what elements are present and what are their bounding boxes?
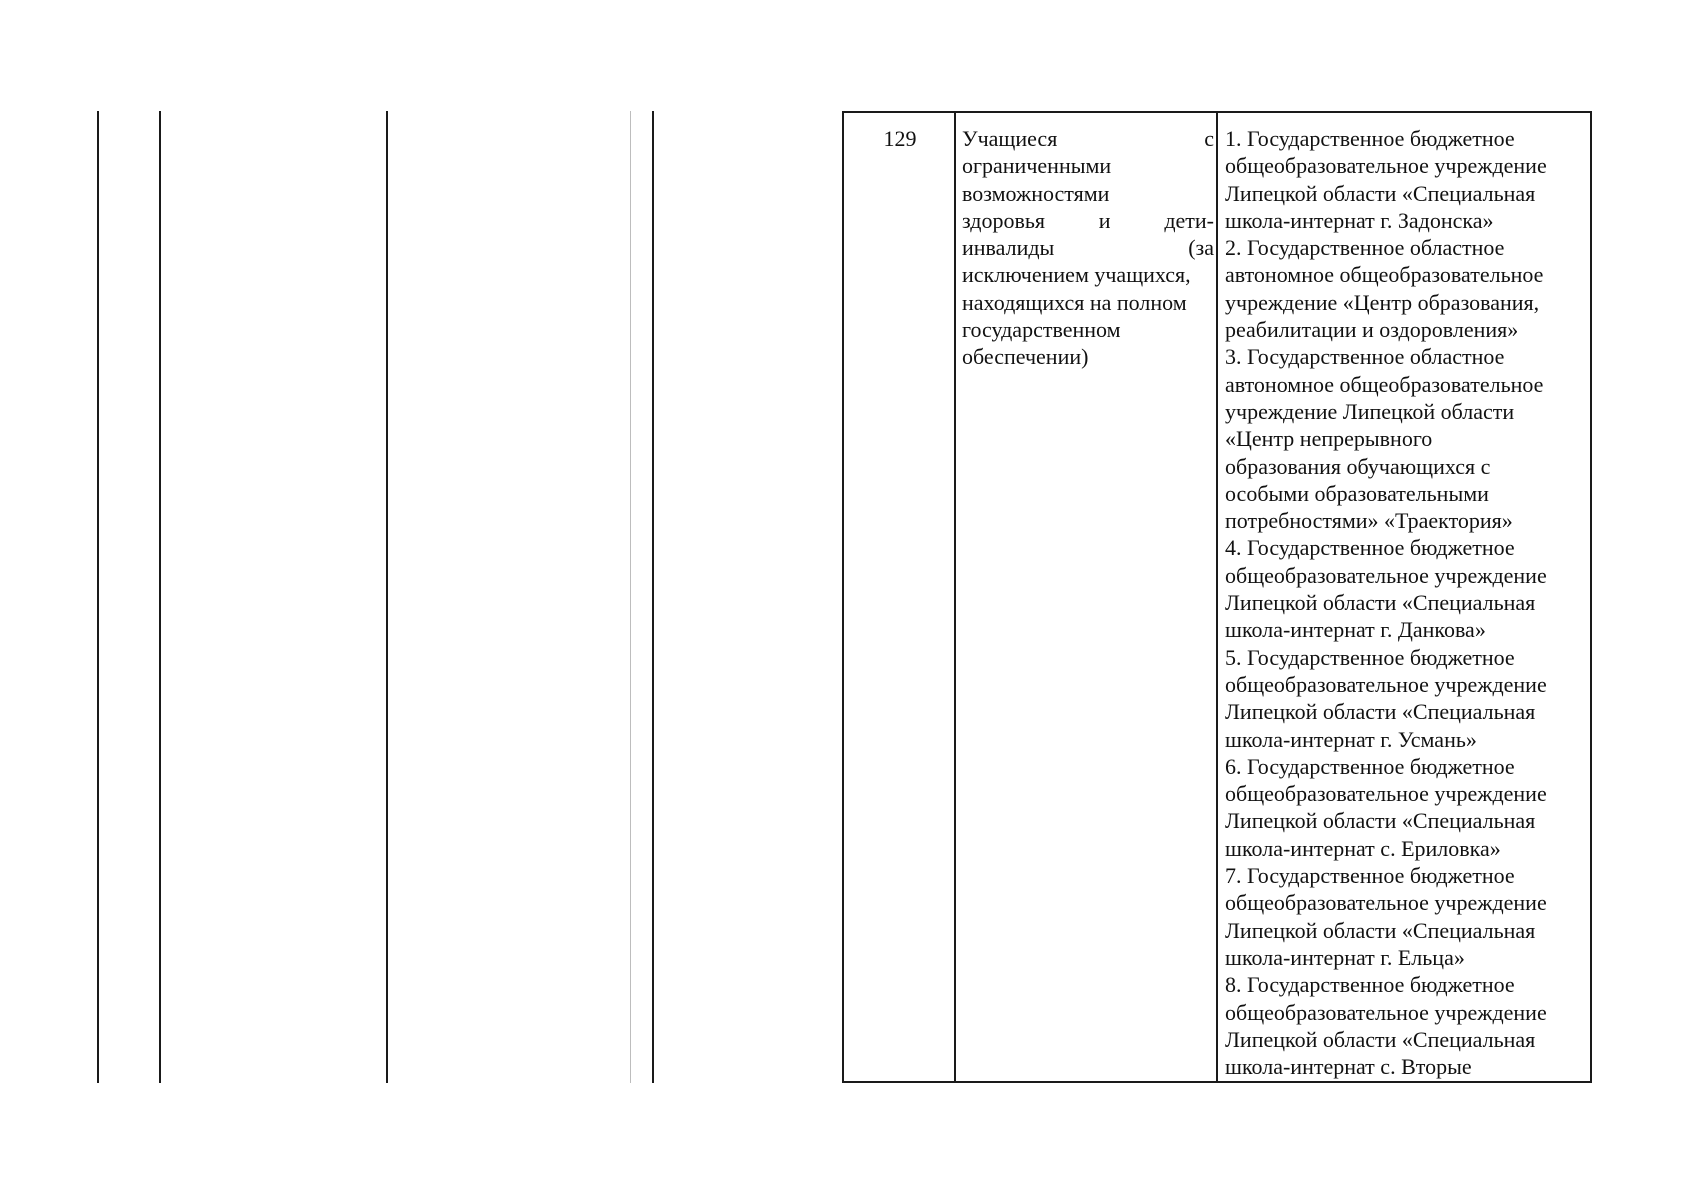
institution-line: 3. Государственное областное — [1225, 344, 1505, 370]
institution-line: школа-интернат г. Задонска» — [1225, 207, 1494, 233]
category-line: государственном — [962, 317, 1121, 343]
category-word: с — [1204, 126, 1214, 151]
institution-line: 7. Государственное бюджетное — [1225, 863, 1515, 889]
institution-line: 2. Государственное областное — [1225, 235, 1505, 261]
row-number-cell: 129 — [883, 126, 917, 151]
institution-line: общеобразовательное учреждение — [1225, 781, 1547, 807]
institution-line: общеобразовательное учреждение — [1225, 153, 1547, 179]
institution-line: 4. Государственное бюджетное — [1225, 535, 1515, 561]
institution-line: Липецкой области «Специальная — [1225, 917, 1536, 943]
left-column-rule-4 — [652, 111, 654, 1083]
institution-line: особыми образовательными — [1225, 480, 1489, 506]
category-line: обеспечении) — [962, 344, 1089, 370]
institution-line: 5. Государственное бюджетное — [1225, 644, 1515, 670]
category-line — [962, 234, 1214, 261]
institution-line: общеобразовательное учреждение — [1225, 999, 1547, 1025]
institution-line: общеобразовательное учреждение — [1225, 890, 1547, 916]
institution-line: образования обучающихся с — [1225, 453, 1491, 479]
category-line: ограниченными — [962, 153, 1112, 179]
institution-line: потребностями» «Траектория» — [1225, 508, 1513, 534]
category-word: инвалиды — [962, 235, 1055, 261]
category-cell — [962, 125, 1214, 371]
institution-line: школа-интернат г. Ельца» — [1225, 944, 1465, 970]
institution-line: «Центр непрерывного — [1225, 426, 1433, 452]
left-column-rule-1 — [97, 111, 99, 1083]
institution-line: Липецкой области «Специальная — [1225, 808, 1536, 834]
institution-line: автономное общеобразовательное — [1225, 371, 1544, 397]
institution-line: Липецкой области «Специальная — [1225, 590, 1536, 616]
institution-line: учреждение Липецкой области — [1225, 398, 1515, 424]
faint-fold-mark — [630, 111, 631, 1083]
column-divider-1 — [954, 113, 956, 1081]
institution-line: Липецкой области «Специальная — [1225, 699, 1536, 725]
column-divider-2 — [1216, 113, 1218, 1081]
institution-line: 8. Государственное бюджетное — [1225, 972, 1515, 998]
institution-line: общеобразовательное учреждение — [1225, 562, 1547, 588]
category-word: Учащиеся — [962, 126, 1058, 151]
institution-line: Липецкой области «Специальная — [1225, 1026, 1536, 1052]
institution-line: 1. Государственное бюджетное — [1225, 126, 1515, 151]
category-word: здоровья — [962, 207, 1046, 233]
category-line: находящихся на полном — [962, 289, 1187, 315]
category-line: исключением учащихся, — [962, 262, 1191, 288]
institutions-cell — [1225, 125, 1585, 1080]
category-line: возможностями — [962, 180, 1110, 206]
institution-line: учреждение «Центр образования, — [1225, 289, 1540, 315]
category-line — [962, 207, 1214, 234]
institution-line: школа-интернат с. Ериловка» — [1225, 835, 1501, 861]
category-line — [962, 125, 1214, 152]
institution-line: школа-интернат г. Усмань» — [1225, 726, 1477, 752]
institution-line: Липецкой области «Специальная — [1225, 180, 1536, 206]
category-word: дети- — [1164, 207, 1214, 233]
institution-line: общеобразовательное учреждение — [1225, 671, 1547, 697]
institution-line: 6. Государственное бюджетное — [1225, 753, 1515, 779]
institution-line: школа-интернат г. Данкова» — [1225, 617, 1486, 643]
left-column-rule-3 — [386, 111, 388, 1083]
left-column-rule-2 — [159, 111, 161, 1083]
institution-line: автономное общеобразовательное — [1225, 262, 1544, 288]
category-word: (за — [1188, 235, 1214, 261]
table-row-129 — [842, 111, 1592, 1083]
institution-line: школа-интернат с. Вторые — [1225, 1054, 1472, 1080]
institution-line: реабилитации и оздоровления» — [1225, 317, 1519, 343]
category-word: и — [1098, 207, 1111, 233]
